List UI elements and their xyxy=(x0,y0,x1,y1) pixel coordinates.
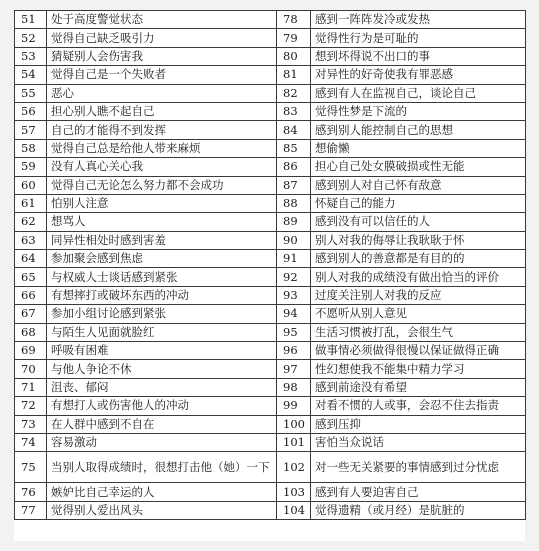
item-text-left: 参加小组讨论感到紧张 xyxy=(47,305,277,323)
item-text-right: 不愿听从别人意见 xyxy=(311,305,526,323)
item-number-left: 74 xyxy=(15,433,47,451)
item-number-right: 94 xyxy=(277,305,311,323)
item-number-right: 101 xyxy=(277,433,311,451)
item-number-left: 64 xyxy=(15,250,47,268)
item-text-right: 做事情必须做得很慢以保证做得正确 xyxy=(311,342,526,360)
table-row xyxy=(15,29,526,47)
item-number-right: 98 xyxy=(277,378,311,396)
item-number-left: 71 xyxy=(15,378,47,396)
item-number-left: 59 xyxy=(15,158,47,176)
item-number-left: 68 xyxy=(15,323,47,341)
item-number-right: 99 xyxy=(277,397,311,415)
item-number-right: 78 xyxy=(277,11,311,29)
item-text-left: 没有人真心关心我 xyxy=(47,158,277,176)
item-text-left: 有想打人或伤害他人的冲动 xyxy=(47,397,277,415)
table-body xyxy=(15,11,526,520)
item-text-left: 觉得别人爱出风头 xyxy=(47,501,277,519)
item-text-left: 觉得自己缺乏吸引力 xyxy=(47,29,277,47)
item-number-right: 89 xyxy=(277,213,311,231)
item-text-right: 别人对我的侮辱让我耿耿于怀 xyxy=(311,231,526,249)
item-text-right: 觉得遗精（或月经）是肮脏的 xyxy=(311,501,526,519)
item-number-right: 91 xyxy=(277,250,311,268)
item-text-left: 在人群中感到不自在 xyxy=(47,415,277,433)
item-text-left: 沮丧、郁闷 xyxy=(47,378,277,396)
table-row xyxy=(15,11,526,29)
table-row xyxy=(15,47,526,65)
item-text-right: 觉得性行为是可耻的 xyxy=(311,29,526,47)
item-text-right: 感到一阵阵发冷或发热 xyxy=(311,11,526,29)
item-number-right: 92 xyxy=(277,268,311,286)
item-number-right: 103 xyxy=(277,483,311,501)
item-number-left: 55 xyxy=(15,84,47,102)
item-number-left: 75 xyxy=(15,452,47,483)
item-number-left: 61 xyxy=(15,194,47,212)
item-number-left: 57 xyxy=(15,121,47,139)
item-number-right: 86 xyxy=(277,158,311,176)
item-number-right: 90 xyxy=(277,231,311,249)
item-text-right: 感到压抑 xyxy=(311,415,526,433)
item-number-left: 66 xyxy=(15,286,47,304)
item-text-right: 对一些无关紧要的事情感到过分忧虑 xyxy=(311,452,526,483)
item-number-left: 56 xyxy=(15,102,47,120)
item-number-right: 96 xyxy=(277,342,311,360)
table-row xyxy=(15,139,526,157)
table-row xyxy=(15,378,526,396)
item-text-left: 自己的才能得不到发挥 xyxy=(47,121,277,139)
item-text-left: 嫉妒比自己幸运的人 xyxy=(47,483,277,501)
item-text-left: 觉得自己总是给他人带来麻烦 xyxy=(47,139,277,157)
item-number-left: 51 xyxy=(15,11,47,29)
item-text-left: 觉得自己是一个失败者 xyxy=(47,66,277,84)
item-number-left: 76 xyxy=(15,483,47,501)
item-text-right: 想偷懒 xyxy=(311,139,526,157)
item-number-right: 95 xyxy=(277,323,311,341)
item-text-right: 怀疑自己的能力 xyxy=(311,194,526,212)
item-number-right: 100 xyxy=(277,415,311,433)
item-number-right: 87 xyxy=(277,176,311,194)
item-text-left: 处于高度警觉状态 xyxy=(47,11,277,29)
item-text-left: 当别人取得成绩时，很想打击他（她）一下 xyxy=(47,452,277,483)
item-number-left: 67 xyxy=(15,305,47,323)
item-text-right: 感到别人对自己怀有敌意 xyxy=(311,176,526,194)
table-row xyxy=(15,250,526,268)
item-text-right: 觉得性梦是下流的 xyxy=(311,102,526,120)
item-text-right: 害怕当众说话 xyxy=(311,433,526,451)
item-number-left: 77 xyxy=(15,501,47,519)
table-row xyxy=(15,501,526,519)
table-row xyxy=(15,102,526,120)
item-number-right: 81 xyxy=(277,66,311,84)
table-row xyxy=(15,194,526,212)
item-text-right: 对看不惯的人或事，会忍不住去指责 xyxy=(311,397,526,415)
item-number-right: 104 xyxy=(277,501,311,519)
item-text-right: 生活习惯被打乱，会很生气 xyxy=(311,323,526,341)
item-text-right: 别人对我的成绩没有做出恰当的评价 xyxy=(311,268,526,286)
item-text-right: 过度关注别人对我的反应 xyxy=(311,286,526,304)
item-number-right: 80 xyxy=(277,47,311,65)
item-text-right: 感到前途没有希望 xyxy=(311,378,526,396)
item-number-right: 84 xyxy=(277,121,311,139)
item-text-right: 想到坏得说不出口的事 xyxy=(311,47,526,65)
table-row xyxy=(15,305,526,323)
item-number-right: 85 xyxy=(277,139,311,157)
item-text-left: 与权威人士谈话感到紧张 xyxy=(47,268,277,286)
item-text-right: 担心自己处女膜破损或性无能 xyxy=(311,158,526,176)
symptom-table xyxy=(14,10,526,520)
item-text-left: 怕别人注意 xyxy=(47,194,277,212)
item-number-left: 73 xyxy=(15,415,47,433)
item-text-left: 觉得自己无论怎么努力都不会成功 xyxy=(47,176,277,194)
item-text-left: 容易激动 xyxy=(47,433,277,451)
item-number-left: 62 xyxy=(15,213,47,231)
item-text-left: 呼吸有困难 xyxy=(47,342,277,360)
item-text-left: 有想摔打或破坏东西的冲动 xyxy=(47,286,277,304)
table-row xyxy=(15,286,526,304)
table-row xyxy=(15,483,526,501)
item-number-left: 63 xyxy=(15,231,47,249)
table-row xyxy=(15,158,526,176)
table-row xyxy=(15,213,526,231)
table-row xyxy=(15,121,526,139)
item-number-left: 53 xyxy=(15,47,47,65)
table-row xyxy=(15,397,526,415)
item-number-right: 93 xyxy=(277,286,311,304)
item-text-right: 感到没有可以信任的人 xyxy=(311,213,526,231)
item-text-right: 对异性的好奇使我有罪恶感 xyxy=(311,66,526,84)
item-text-right: 性幻想使我不能集中精力学习 xyxy=(311,360,526,378)
item-text-right: 感到别人能控制自己的思想 xyxy=(311,121,526,139)
item-text-left: 与陌生人见面就脸红 xyxy=(47,323,277,341)
item-number-left: 69 xyxy=(15,342,47,360)
table-row xyxy=(15,231,526,249)
item-number-right: 88 xyxy=(277,194,311,212)
item-number-left: 52 xyxy=(15,29,47,47)
table-row xyxy=(15,415,526,433)
item-text-left: 与他人争论不休 xyxy=(47,360,277,378)
item-number-right: 83 xyxy=(277,102,311,120)
table-row xyxy=(15,66,526,84)
table-row xyxy=(15,84,526,102)
item-number-right: 82 xyxy=(277,84,311,102)
item-text-right: 感到有人要迫害自己 xyxy=(311,483,526,501)
item-number-left: 72 xyxy=(15,397,47,415)
item-number-left: 58 xyxy=(15,139,47,157)
item-number-right: 102 xyxy=(277,452,311,483)
table-row xyxy=(15,323,526,341)
item-text-right: 感到有人在监视自己，谈论自己 xyxy=(311,84,526,102)
table-row xyxy=(15,452,526,483)
item-text-left: 参加聚会感到焦虑 xyxy=(47,250,277,268)
item-text-left: 猜疑别人会伤害我 xyxy=(47,47,277,65)
item-number-left: 65 xyxy=(15,268,47,286)
item-number-left: 54 xyxy=(15,66,47,84)
table-row xyxy=(15,433,526,451)
item-text-right: 感到别人的善意都是有目的的 xyxy=(311,250,526,268)
item-text-left: 恶心 xyxy=(47,84,277,102)
item-text-left: 担心别人瞧不起自己 xyxy=(47,102,277,120)
item-text-left: 想骂人 xyxy=(47,213,277,231)
item-number-right: 79 xyxy=(277,29,311,47)
item-number-left: 60 xyxy=(15,176,47,194)
document-page xyxy=(14,10,525,541)
table-row xyxy=(15,342,526,360)
item-text-left: 同异性相处时感到害羞 xyxy=(47,231,277,249)
table-row xyxy=(15,360,526,378)
table-row xyxy=(15,176,526,194)
item-number-left: 70 xyxy=(15,360,47,378)
table-row xyxy=(15,268,526,286)
item-number-right: 97 xyxy=(277,360,311,378)
